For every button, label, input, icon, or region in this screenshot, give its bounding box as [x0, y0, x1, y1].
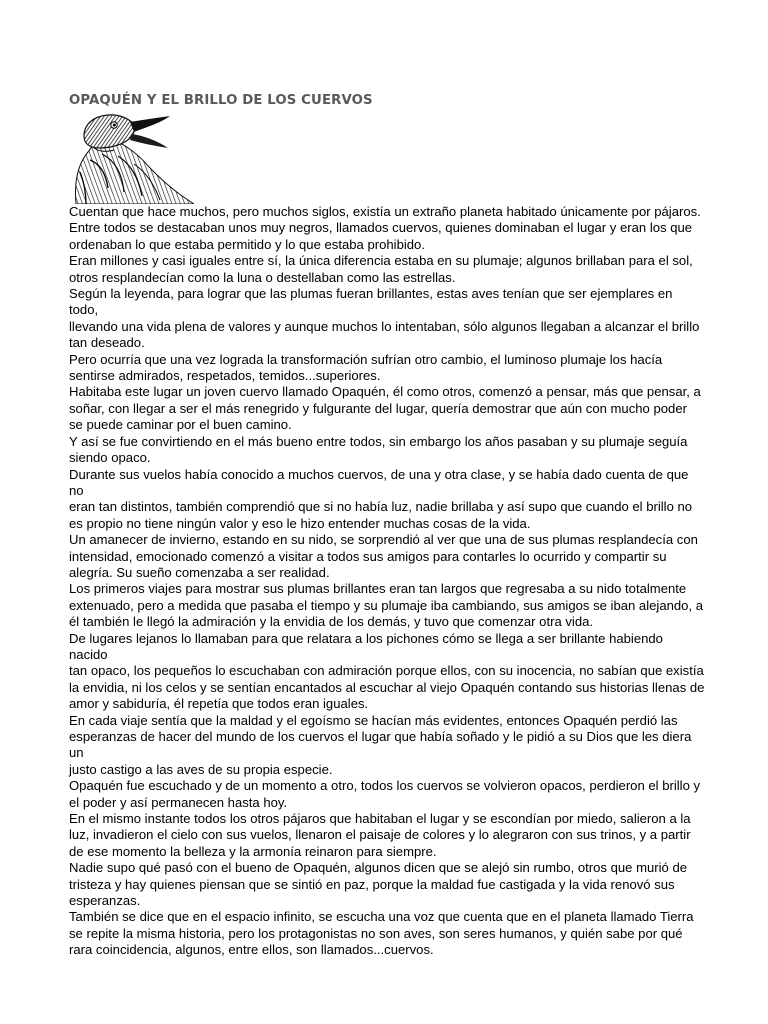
paragraph: En el mismo instante todos los otros pájaros que habitaban el lugar y se escondían por miedo, salieron a la luz, invadieron el cielo con sus vuelos, llenaron el paisaje de colores y lo alegraron con sus trinos, y a partir de ese momento la belleza y la armonía reinaron para siempre.: [69, 811, 691, 859]
paragraph: En cada viaje sentía que la maldad y el egoísmo se hacían más evidentes, entonces Opaquén perdió las esperanzas de hacer del mundo de los cuervos el lugar que había soñado y le pidió a su Dios que les diera un justo castigo a las aves de su propia especie.: [69, 712, 692, 777]
paragraph: Durante sus vuelos había conocido a muchos cuervos, de una y otra clase, y se había dado cuenta de que no eran tan distintos, también comprendió que si no había luz, nadie brillaba y así supo que cuando el brillo no es propio no tiene ningún valor y eso le hizo entender muchas cosas de la vida.: [69, 466, 693, 531]
paragraph: Pero ocurría que una vez lograda la transformación sufrían otro cambio, el luminoso plumaje los hacía sentirse admirados, respetados, temidos...superiores.: [69, 351, 663, 384]
paragraph: Cuentan que hace muchos, pero muchos siglos, existía un extraño planeta habitado únicamente por pájaros.: [69, 204, 701, 219]
story-body: [69, 204, 705, 959]
paragraph: Eran millones y casi iguales entre sí, la única diferencia estaba en su plumaje; algunos brillaban para el sol, otros resplandecían como la luna o destellaban como las estrellas.: [69, 253, 693, 285]
paragraph: También se dice que en el espacio infinito, se escucha una voz que cuenta que en el planeta llamado Tierra se repite la misma historia, pero los protagonistas no son aves, son seres humanos, y quién sabe por qué rara coincidencia, algunos, entre ellos, son llamados...cuervos.: [69, 909, 694, 958]
document-page: [69, 92, 705, 959]
document-title: OPAQUÉN Y EL BRILLO DE LOS CUERVOS: [69, 93, 373, 108]
paragraph: Un amanecer de invierno, estando en su nido, se sorprendió al ver que una de sus plumas resplandecía con intensidad, emocionado comenzó a visitar a todos sus amigos para contarles lo ocurrido y compartir su alegría. Su sueño comenzaba a ser realidad.: [69, 532, 698, 580]
paragraph: Los primeros viajes para mostrar sus plumas brillantes eran tan largos que regresaba a su nido totalmente extenuado, pero a medida que pasaba el tiempo y su plumaje iba cambiando, sus amigos se iban alejando, a él también le llegó la admiración y la envidia de los demás, y tuvo que comenzar otra vida.: [69, 581, 704, 630]
paragraph: Nadie supo qué pasó con el bueno de Opaquén, algunos dicen que se alejó sin rumbo, otros que murió de tristeza y hay quienes piensan que se sintió en paz, porque la maldad fue castigada y la vida renovó sus esperanzas.: [69, 860, 688, 909]
paragraph: Y así se fue convirtiendo en el más bueno entre todos, sin embargo los años pasaban y su plumaje seguía siendo opaco.: [69, 433, 688, 466]
paragraph: De lugares lejanos lo llamaban para que relatara a los pichones cómo se llega a ser brillante habiendo nacido tan opaco, los pequeños lo escuchaban con admiración porque ellos, con su inocencia, no sabían que existía la envidia, ni los celos y se sentían encantados al escuchar al viejo Opaquén contando sus historias llenas de amor y sabiduría, él repetía que todos eran iguales.: [69, 630, 705, 712]
paragraph: Opaquén fue escuchado y de un momento a otro, todos los cuervos se volvieron opacos, perdieron el brillo y el poder y así permanecen hasta hoy.: [69, 778, 701, 810]
paragraph: Habitaba este lugar un joven cuervo llamado Opaquén, él como otros, comenzó a pensar, más que pensar, a soñar, con llegar a ser el más renegrido y fulgurante del lugar, quería demostrar que aún con mucho poder se puede caminar por el buen camino.: [69, 384, 701, 433]
crow-head-illustration-icon: [70, 112, 194, 204]
paragraph: Entre todos se destacaban unos muy negros, llamados cuervos, quienes dominaban el lugar y eran los que ordenaban lo que estaba permitido y lo que estaba prohibido.: [69, 220, 693, 252]
paragraph: Según la leyenda, para lograr que las plumas fueran brillantes, estas aves tenían que ser ejemplares en todo, llevando una vida plena de valores y aunque muchos lo intentaban, sólo algunos llegaban a alcanzar el brillo tan deseado.: [69, 286, 700, 351]
